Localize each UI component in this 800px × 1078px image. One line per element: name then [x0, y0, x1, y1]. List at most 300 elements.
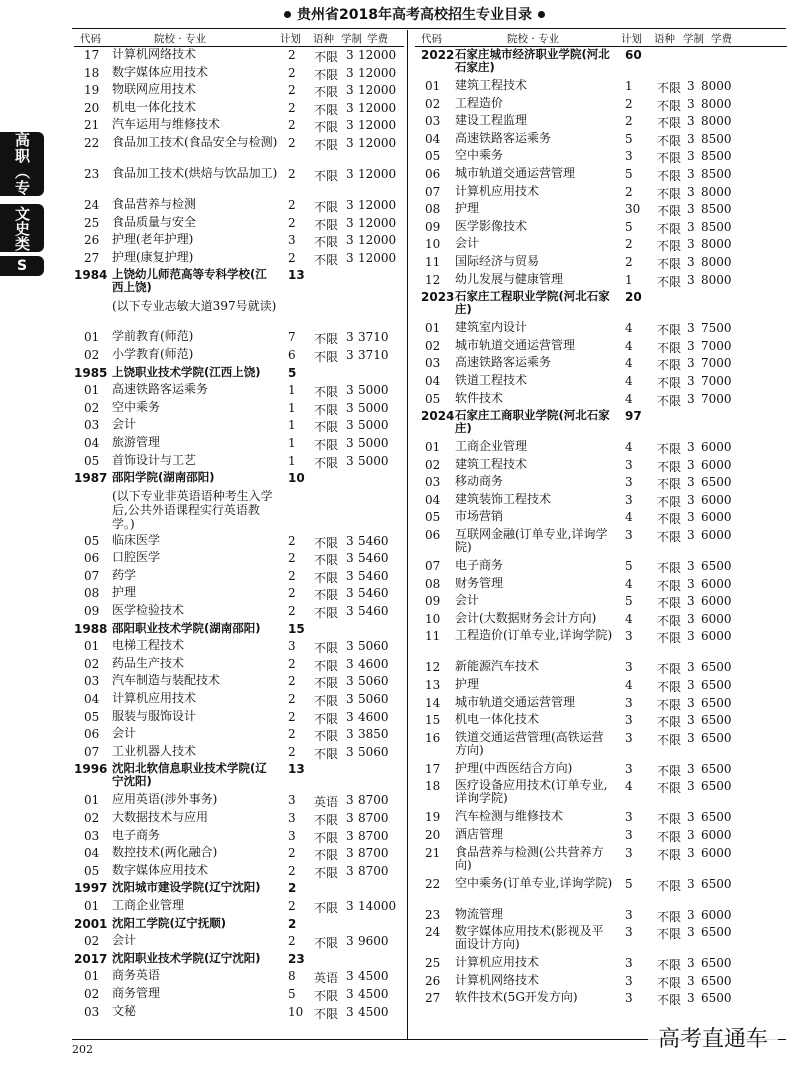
tuition-fee: 5460 [358, 568, 389, 583]
major-row [415, 184, 787, 202]
tuition-fee: 4600 [358, 709, 389, 724]
plan-count: 2 [288, 744, 296, 759]
major-code: 01 [425, 440, 441, 455]
language: 不限 [657, 81, 682, 95]
major-row [415, 474, 787, 492]
study-years: 3 [687, 629, 695, 644]
tuition-fee: 12000 [358, 65, 397, 80]
major-name: 文秘 [112, 1003, 137, 1018]
major-row [74, 232, 404, 250]
language: 不限 [657, 578, 682, 593]
header-lang: 语种 [313, 33, 334, 45]
tuition-fee: 8000 [701, 184, 732, 199]
tuition-fee: 6000 [701, 845, 732, 860]
school-row [74, 951, 404, 969]
study-years: 3 [687, 761, 695, 776]
tuition-fee: 12000 [358, 135, 397, 150]
major-row [415, 338, 787, 356]
major-name: 新能源汽车技术 [455, 659, 540, 674]
header-school-major: 院校 · 专业 [507, 33, 560, 45]
plan-count: 2 [625, 237, 633, 252]
major-name: 建筑工程技术 [455, 456, 528, 471]
study-years: 3 [687, 925, 695, 940]
major-name: 数字媒体应用技术(影视及平面设计方向) [455, 924, 604, 952]
major-name: 商务英语 [112, 968, 161, 983]
language: 不限 [314, 729, 339, 744]
study-years: 3 [687, 828, 695, 842]
plan-count: 2 [288, 100, 296, 115]
tuition-fee: 6000 [701, 611, 732, 626]
study-years: 3 [346, 568, 354, 583]
major-row [74, 197, 404, 215]
major-row [415, 201, 787, 219]
major-name: 软件技术(5G开发方向) [455, 990, 578, 1005]
major-name: 食品营养与检测 [112, 196, 197, 211]
school-name: 沈阳职业技术学院(辽宁沈阳) [112, 950, 261, 965]
study-years: 3 [346, 1004, 354, 1019]
major-name: 临床医学 [112, 532, 161, 547]
plan-count: 3 [625, 973, 633, 988]
major-code: 05 [425, 391, 441, 406]
major-row [415, 778, 787, 809]
major-name: 首饰设计与工艺 [112, 452, 197, 467]
major-name: 工程造价(订单专业,详询学院) [455, 628, 613, 643]
major-code: 02 [84, 347, 100, 362]
major-row [415, 272, 787, 290]
study-years: 3 [346, 418, 354, 433]
major-code: 24 [84, 197, 100, 212]
study-years: 3 [687, 594, 695, 609]
plan-count: 2 [288, 898, 296, 913]
major-code: 03 [84, 1004, 100, 1019]
major-name: 会计(大数据财务会计方向) [455, 610, 597, 625]
tuition-fee: 4500 [358, 1004, 389, 1019]
major-row [74, 135, 404, 166]
major-code: 21 [425, 845, 441, 860]
tuition-fee: 7500 [701, 321, 732, 336]
tuition-fee: 8700 [358, 828, 389, 843]
major-name: 工程造价 [455, 95, 504, 110]
page-header [278, 4, 540, 26]
note-text: (以下专业志敏大道397号就读) [112, 299, 277, 314]
plan-count: 3 [625, 475, 633, 490]
tuition-fee: 8700 [358, 811, 389, 825]
major-name: 物联网应用技术 [112, 82, 197, 97]
school-code: 1997 [74, 881, 108, 896]
major-row [74, 933, 404, 951]
major-name: 铁道交通运营管理(高铁运营方向) [455, 729, 604, 757]
school-row [415, 408, 787, 439]
plan-count: 2 [288, 863, 296, 878]
language: 不限 [314, 641, 339, 656]
major-row [415, 457, 787, 475]
study-years: 3 [687, 338, 695, 353]
major-code: 04 [84, 435, 100, 450]
major-code: 25 [425, 956, 441, 971]
header-fee: 学费 [711, 33, 732, 45]
plan-count: 2 [288, 166, 296, 181]
major-row [415, 761, 787, 779]
study-years: 3 [687, 202, 695, 217]
tuition-fee: 5060 [358, 744, 389, 759]
major-row [415, 712, 787, 730]
study-years: 3 [346, 135, 354, 150]
major-row [415, 907, 787, 925]
major-name: 计算机网络技术 [455, 972, 540, 987]
major-name: 汽车检测与维修技术 [455, 809, 564, 824]
study-years: 3 [687, 973, 695, 988]
plan-count: 2 [288, 934, 296, 949]
study-years: 3 [687, 695, 695, 710]
plan-count: 2 [625, 96, 633, 111]
language: 不限 [657, 697, 682, 712]
watermark: 高考直通车 [648, 1022, 778, 1053]
column-header [415, 29, 787, 47]
major-code: 08 [425, 576, 441, 591]
major-name: 数控技术(两化融合) [112, 845, 218, 860]
language: 不限 [657, 323, 682, 338]
school-code: 1988 [74, 621, 108, 636]
major-code: 10 [425, 611, 441, 626]
language: 不限 [657, 375, 682, 390]
study-years: 3 [346, 83, 354, 98]
major-code: 01 [84, 330, 100, 345]
major-code: 17 [425, 761, 441, 776]
major-name: 汽车运用与维修技术 [112, 117, 221, 132]
major-name: 食品加工技术(烘焙与饮品加工) [112, 165, 278, 180]
plan-count: 3 [625, 956, 633, 971]
left-column [74, 29, 404, 1021]
major-row [415, 78, 787, 96]
major-row [74, 47, 404, 65]
major-row [74, 215, 404, 233]
major-row [74, 453, 404, 471]
study-years: 3 [687, 576, 695, 591]
study-years: 3 [346, 692, 354, 707]
tuition-fee: 5000 [358, 435, 389, 450]
language: 不限 [314, 711, 339, 726]
major-name: 建筑工程技术 [455, 78, 528, 92]
major-row [74, 1004, 404, 1022]
major-name: 护理(康复护理) [112, 249, 194, 264]
major-row [74, 638, 404, 656]
study-years: 3 [346, 744, 354, 759]
language: 不限 [657, 781, 682, 796]
school-row [74, 916, 404, 934]
major-code: 02 [84, 934, 100, 949]
plan-count: 2 [288, 727, 296, 742]
major-code: 05 [84, 533, 100, 548]
language: 不限 [657, 204, 682, 219]
plan-count: 1 [288, 453, 296, 468]
major-row [415, 113, 787, 131]
major-code: 04 [425, 373, 441, 388]
language: 不限 [314, 50, 339, 64]
major-name: 小学教育(师范) [112, 346, 194, 361]
tuition-fee: 5060 [358, 674, 389, 689]
major-code: 02 [84, 400, 100, 415]
study-years: 3 [346, 639, 354, 654]
study-years: 3 [687, 611, 695, 626]
tuition-fee: 7000 [701, 338, 732, 353]
language: 不限 [314, 349, 339, 364]
major-row [74, 82, 404, 100]
plan-count: 4 [625, 338, 633, 353]
language: 不限 [657, 186, 682, 201]
major-name: 市场营销 [455, 509, 504, 524]
study-years: 3 [687, 660, 695, 675]
tuition-fee: 8700 [358, 793, 389, 808]
major-row [74, 863, 404, 881]
tuition-fee: 5000 [358, 418, 389, 433]
tuition-fee: 12000 [358, 83, 397, 98]
study-years: 3 [687, 149, 695, 164]
major-code: 23 [425, 907, 441, 922]
major-code: 03 [84, 674, 100, 689]
major-name: 电梯工程技术 [112, 638, 185, 653]
major-code: 02 [84, 656, 100, 671]
major-name: 服装与服饰设计 [112, 708, 197, 723]
tuition-fee: 4500 [358, 969, 389, 984]
study-years: 3 [687, 440, 695, 455]
tuition-fee: 6500 [701, 991, 732, 1006]
tuition-fee: 8000 [701, 96, 732, 111]
tuition-fee: 5460 [358, 533, 389, 548]
language: 不限 [657, 909, 682, 924]
major-name: 护理 [112, 585, 137, 600]
major-name: 建筑装饰工程技术 [455, 491, 552, 506]
tuition-fee: 5460 [358, 551, 389, 566]
plan-count: 4 [625, 611, 633, 626]
major-name: 护理 [455, 201, 480, 216]
school-code: 2017 [74, 951, 108, 966]
plan-count: 3 [625, 810, 633, 825]
plan-count: 2 [288, 197, 296, 212]
plan-count: 3 [625, 660, 633, 675]
major-code: 20 [425, 828, 441, 842]
plan-count: 3 [625, 991, 633, 1006]
major-name: 幼儿发展与健康管理 [455, 271, 564, 286]
school-row [74, 267, 404, 298]
plan-count: 2 [625, 254, 633, 269]
major-row [74, 656, 404, 674]
language: 不限 [314, 235, 339, 250]
major-name: 城市轨道交通运营管理 [455, 337, 576, 352]
tuition-fee: 6000 [701, 528, 732, 543]
major-code: 08 [425, 202, 441, 217]
tuition-fee: 6000 [701, 828, 732, 842]
plan-count: 30 [625, 202, 641, 217]
plan-count: 3 [288, 639, 296, 654]
plan-count: 3 [625, 925, 633, 940]
language: 不限 [657, 958, 682, 973]
plan-count: 5 [625, 131, 633, 146]
tuition-fee: 9600 [358, 934, 389, 949]
major-code: 05 [84, 863, 100, 878]
study-years: 3 [687, 730, 695, 745]
major-code: 11 [425, 629, 441, 644]
major-code: 10 [425, 237, 441, 252]
language: 不限 [657, 662, 682, 677]
major-row [415, 730, 787, 761]
language: 不限 [657, 477, 682, 492]
tuition-fee: 6500 [701, 695, 732, 710]
major-code: 01 [84, 793, 100, 808]
major-name: 应用英语(涉外事务) [112, 792, 218, 807]
major-row [415, 827, 787, 845]
major-row [415, 131, 787, 149]
major-code: 13 [425, 678, 441, 693]
major-code: 07 [425, 184, 441, 199]
plan-count: 3 [288, 811, 296, 825]
major-row [74, 691, 404, 709]
major-name: 空中乘务(订单专业,详询学院) [455, 875, 613, 890]
language: 不限 [657, 116, 682, 131]
study-years: 3 [346, 453, 354, 468]
tuition-fee: 6500 [701, 779, 732, 794]
language: 不限 [314, 67, 339, 82]
major-row [74, 828, 404, 846]
plan-count: 5 [625, 219, 633, 234]
major-name: 机电一体化技术 [455, 712, 540, 727]
major-row [415, 593, 787, 611]
major-code: 07 [84, 568, 100, 583]
plan-count: 1 [288, 435, 296, 450]
tuition-fee: 6500 [701, 956, 732, 971]
major-row [74, 250, 404, 268]
major-code: 02 [84, 986, 100, 1001]
major-code: 09 [425, 219, 441, 234]
major-code: 05 [84, 453, 100, 468]
tuition-fee: 8500 [701, 219, 732, 234]
plan-count: 10 [288, 471, 305, 486]
language: 不限 [314, 102, 339, 117]
major-code: 04 [425, 131, 441, 146]
language: 不限 [314, 437, 339, 452]
language: 不限 [314, 936, 339, 951]
major-code: 14 [425, 695, 441, 710]
language: 不限 [314, 570, 339, 585]
major-row [415, 611, 787, 629]
major-row [74, 968, 404, 986]
school-code: 1985 [74, 365, 108, 380]
school-code: 1984 [74, 268, 108, 283]
major-row [415, 148, 787, 166]
tuition-fee: 12000 [358, 100, 397, 115]
major-row [74, 726, 404, 744]
study-years: 3 [687, 356, 695, 371]
study-years: 3 [687, 845, 695, 860]
tuition-fee: 5060 [358, 692, 389, 707]
major-name: 建设工程监理 [455, 113, 528, 128]
major-code: 18 [84, 65, 100, 80]
language: 不限 [314, 553, 339, 568]
major-code: 09 [425, 594, 441, 609]
major-code: 03 [84, 418, 100, 433]
plan-count: 2 [288, 215, 296, 230]
major-code: 24 [425, 925, 441, 940]
plan-count: 4 [625, 576, 633, 591]
plan-count: 1 [288, 400, 296, 415]
major-name: 计算机应用技术 [455, 183, 540, 198]
major-name: 会计 [112, 417, 137, 432]
major-name: 药品生产技术 [112, 655, 185, 670]
plan-count: 2 [288, 250, 296, 265]
major-row [74, 810, 404, 828]
school-row [74, 365, 404, 383]
major-code: 06 [84, 551, 100, 566]
study-years: 3 [687, 510, 695, 525]
major-row [415, 96, 787, 114]
plan-count: 5 [625, 594, 633, 609]
school-name: 石家庄工程职业学院(河北石家庄) [455, 289, 610, 317]
major-row [74, 603, 404, 621]
school-code: 2001 [74, 916, 108, 931]
plan-count: 3 [625, 907, 633, 922]
language: 不限 [657, 256, 682, 271]
tuition-fee: 7000 [701, 356, 732, 371]
study-years: 3 [687, 779, 695, 794]
tuition-fee: 5000 [358, 400, 389, 415]
major-name: 汽车制造与装配技术 [112, 673, 221, 688]
major-code: 15 [425, 713, 441, 728]
tuition-fee: 6000 [701, 907, 732, 922]
major-row [74, 117, 404, 135]
major-code: 26 [84, 233, 100, 248]
major-name: 药学 [112, 567, 137, 582]
major-row [74, 435, 404, 453]
study-years: 3 [346, 551, 354, 566]
major-code: 04 [425, 492, 441, 507]
plan-count: 4 [625, 356, 633, 371]
school-row [74, 470, 404, 488]
language: 不限 [314, 137, 339, 152]
major-name: 会计 [455, 236, 480, 251]
major-code: 18 [425, 779, 441, 794]
language: 不限 [657, 221, 682, 236]
language: 不限 [657, 596, 682, 611]
language: 不限 [314, 252, 339, 267]
study-years: 3 [687, 391, 695, 406]
header-years: 学制 [683, 33, 704, 45]
major-code: 01 [84, 898, 100, 913]
tuition-fee: 8500 [701, 131, 732, 146]
major-code: 01 [84, 383, 100, 398]
plan-count: 2 [288, 674, 296, 689]
tuition-fee: 12000 [358, 118, 397, 133]
study-years: 3 [346, 709, 354, 724]
plan-count: 4 [625, 440, 633, 455]
plan-count: 60 [625, 48, 642, 62]
major-code: 01 [84, 639, 100, 654]
major-code: 21 [84, 118, 100, 133]
tuition-fee: 6000 [701, 457, 732, 472]
tuition-fee: 6000 [701, 492, 732, 507]
plan-count: 2 [288, 881, 297, 896]
major-name: 护理(中西医结合方向) [455, 760, 573, 775]
language: 不限 [657, 680, 682, 695]
major-code: 02 [84, 811, 100, 825]
major-name: 城市轨道交通运营管理 [455, 694, 576, 709]
study-years: 3 [346, 604, 354, 619]
study-years: 3 [687, 713, 695, 728]
language: 不限 [314, 694, 339, 709]
school-name: 邵阳学院(湖南邵阳) [112, 470, 215, 485]
study-years: 3 [687, 272, 695, 287]
school-code: 2024 [421, 409, 455, 424]
language: 不限 [314, 988, 339, 1003]
major-row [74, 845, 404, 863]
